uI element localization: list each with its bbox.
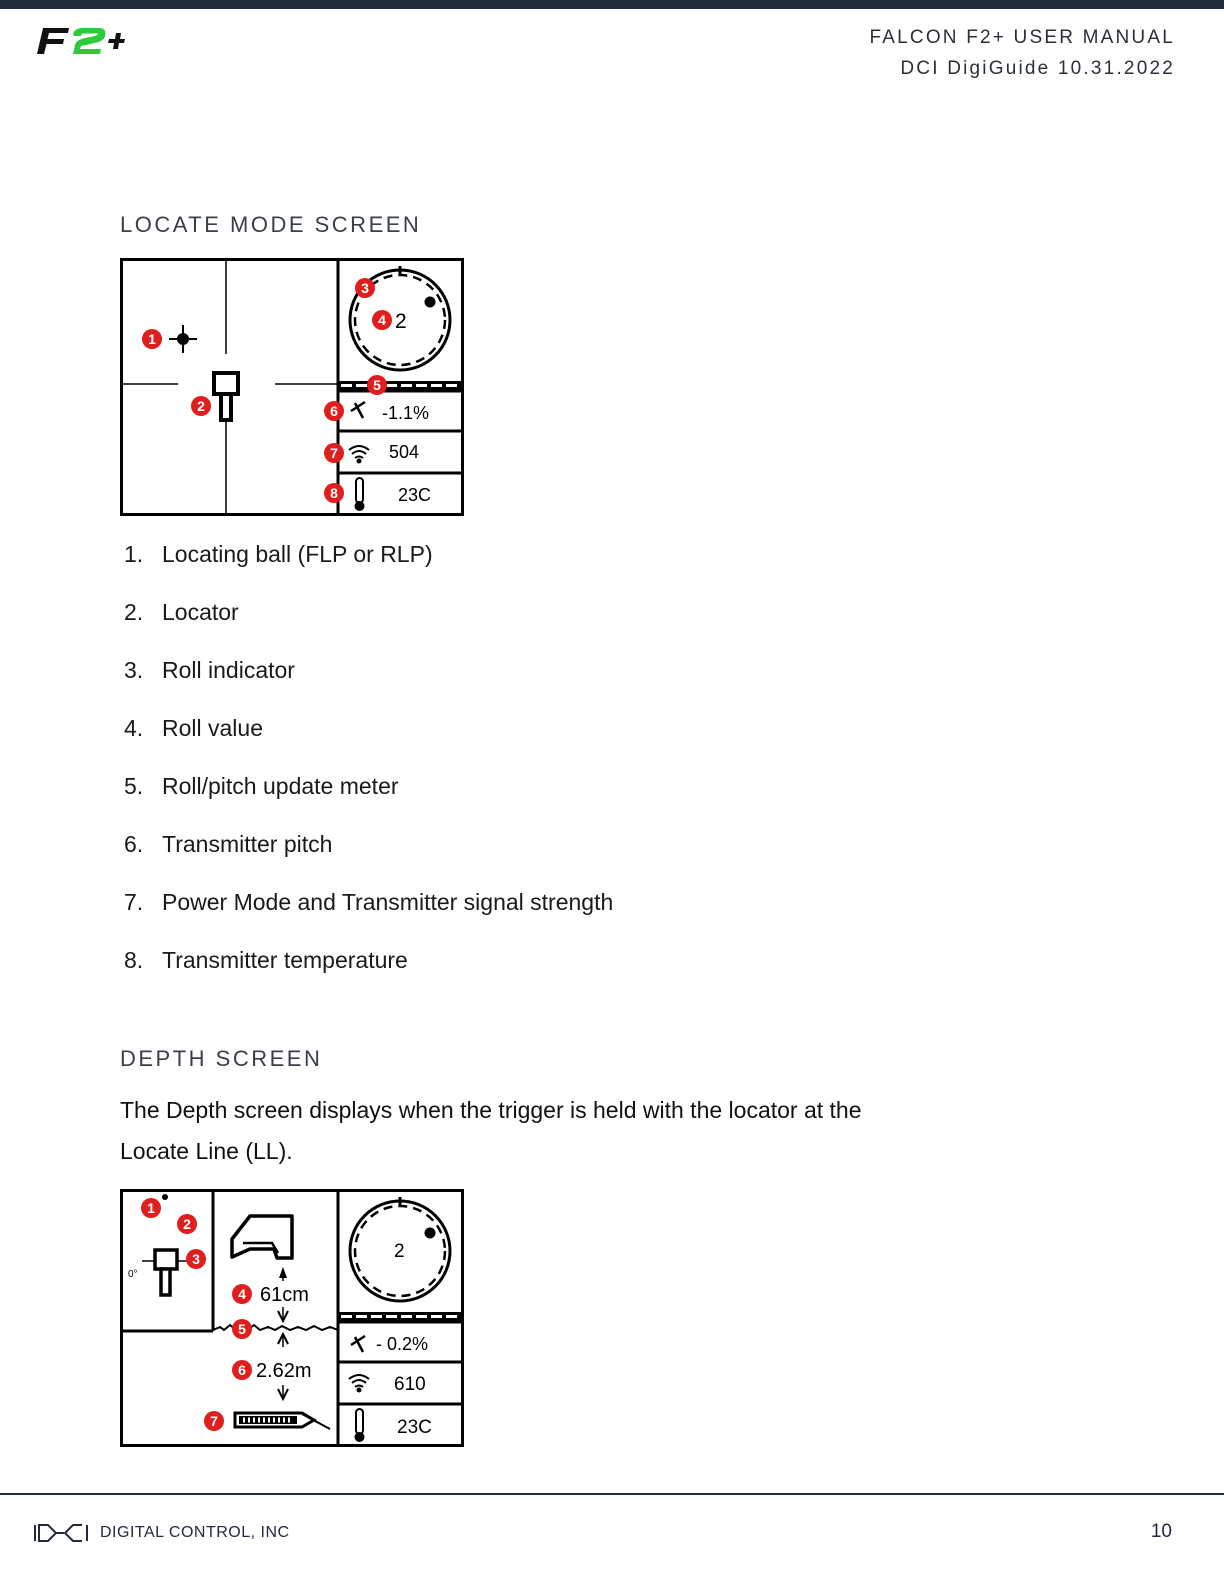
signal-value: 504: [389, 442, 420, 462]
depth-screen: [120, 1189, 464, 1447]
signal-value: 610: [394, 1374, 426, 1395]
callout-6: 6: [330, 403, 338, 419]
depth-screen-heading: DEPTH SCREEN: [120, 1046, 323, 1071]
company-name: DIGITAL CONTROL, INC: [100, 1524, 290, 1541]
pitch-value: - 0.2%: [376, 1334, 429, 1354]
locate-mode-heading: LOCATE MODE SCREEN: [120, 212, 422, 237]
depth-description: The Depth screen displays when the trigger is held with the locator at the Locate Line (LL).: [120, 1097, 862, 1164]
list-item: 4. Roll value: [124, 715, 263, 741]
callout-4: 4: [378, 312, 386, 328]
manual-version: DCI DigiGuide 10.31.2022: [900, 58, 1175, 79]
top-bar: [0, 0, 1224, 9]
list-item: 1. Locating ball (FLP or RLP): [124, 541, 433, 567]
callout-2: 2: [197, 398, 205, 414]
locate-mode-screen: [120, 258, 464, 516]
temp-value: 23C: [397, 1417, 432, 1438]
list-item: 7. Power Mode and Transmitter signal strength: [124, 889, 614, 915]
list-item: 8. Transmitter temperature: [124, 947, 408, 973]
list-item: 5. Roll/pitch update meter: [124, 773, 399, 799]
dci-logo-icon: [34, 1523, 92, 1543]
callout-1: 1: [148, 331, 156, 347]
manual-title: FALCON F2+ USER MANUAL: [869, 27, 1175, 48]
locator-height-value: 61cm: [260, 1284, 309, 1306]
thermometer-icon: [355, 478, 365, 511]
list-item: 6. Transmitter pitch: [124, 831, 333, 857]
page-number: 10: [1150, 1521, 1172, 1542]
list-item: 3. Roll indicator: [124, 657, 295, 683]
callout-5: 5: [373, 377, 381, 393]
locate-legend-list: [124, 541, 613, 1005]
callout-7: 7: [330, 445, 338, 461]
angle-value: 0°: [128, 1269, 138, 1280]
footer-divider: [0, 1493, 1224, 1495]
callout-7: 7: [210, 1413, 218, 1429]
roll-value: 2: [395, 310, 407, 333]
list-item: 2. Locator: [124, 599, 239, 625]
callout-1: 1: [147, 1200, 155, 1216]
callout-3: 3: [361, 280, 369, 296]
f2-plus-logo: [33, 24, 125, 60]
thermometer-icon: [355, 1409, 365, 1442]
roll-pitch-update-meter: [339, 1312, 462, 1321]
callout-6: 6: [238, 1362, 246, 1378]
callout-3: 3: [192, 1251, 200, 1267]
callout-8: 8: [330, 485, 338, 501]
temp-value: 23C: [398, 485, 432, 505]
depth-value: 2.62m: [256, 1360, 312, 1382]
pitch-value: -1.1%: [382, 403, 430, 423]
callout-5: 5: [238, 1321, 246, 1337]
callout-4: 4: [238, 1286, 246, 1302]
callout-2: 2: [183, 1216, 191, 1232]
roll-pitch-update-meter: [339, 381, 462, 390]
roll-value: 2: [394, 1241, 405, 1262]
